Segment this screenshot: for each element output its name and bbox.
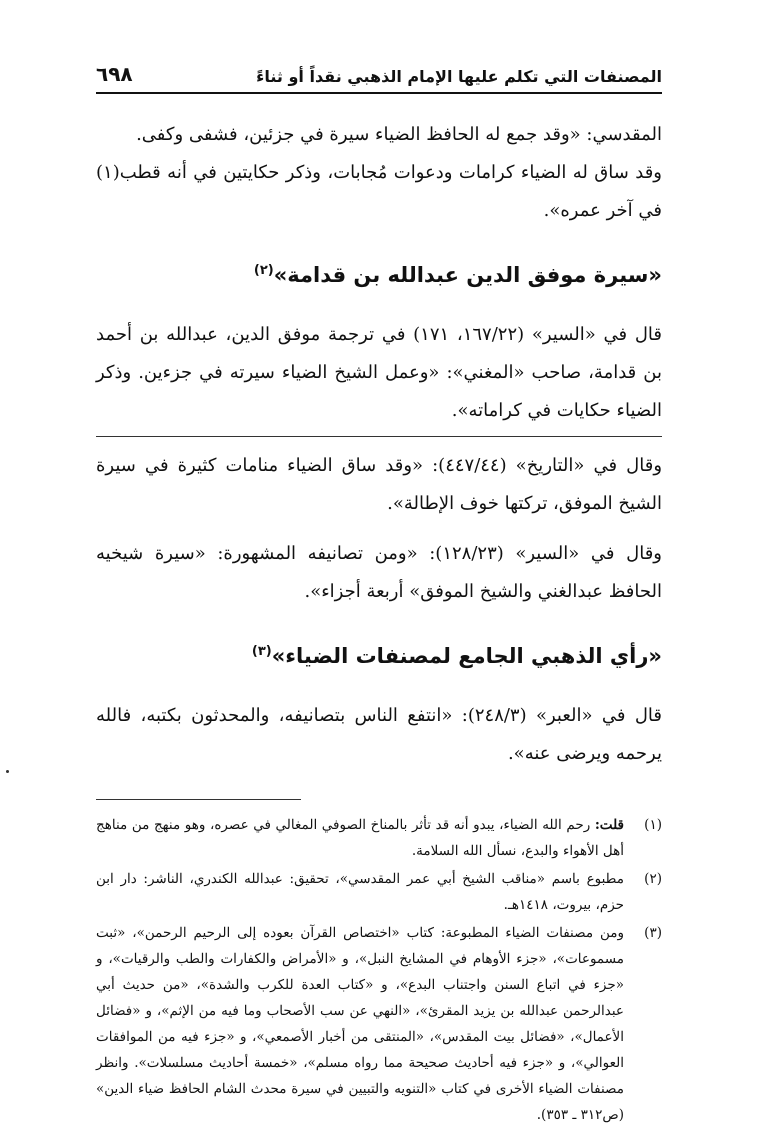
section-1-paragraph: وقال في «السير» (١٢٨/٢٣): «ومن تصانيفه المشهورة: «سيرة شيخيه الحافظ عبدالغني والشيخ الموفق» أربعة أجزاء». — [96, 543, 662, 602]
page-header — [96, 58, 662, 86]
footnote-text — [96, 812, 624, 864]
section-heading-2-note: (٣) — [251, 644, 272, 659]
section-heading-1 — [96, 252, 662, 294]
running-title: المصنفات التي تكلم عليها الإمام الذهبي نقداً أو ثناءً — [256, 67, 662, 86]
header-rule — [96, 92, 662, 94]
section-2-paragraph: قال في «العبر» (٢٤٨/٣): «انتفع الناس بتصانيفه، والمحدثون بكتبه، فالله يرحمه ويرضى عنه». — [96, 705, 662, 764]
footnote — [96, 920, 662, 1128]
footnote-text — [96, 920, 624, 1128]
section-heading-1-text: «سيرة موفق الدين عبدالله بن قدامة» — [273, 263, 662, 287]
footnote-body: رحم الله الضياء، يبدو أنه قد تأثر بالمناخ الصوفي المغالي في عصره، وهو منهج من مناهج أهل الأهواء والبدع، نسأل الله السلامة. — [96, 817, 624, 859]
footnote-number: (٢) — [644, 871, 662, 887]
section-1-paragraph: قال في «السير» (١٦٧/٢٢، ١٧١) في ترجمة موفق الدين، عبدالله بن أحمد بن قدامة، صاحب «المغني»: «وعمل الشيخ الضياء سيرته في جزءين. وذكر الضياء حكايات في كراماته». — [96, 324, 662, 421]
footnote-lead: قلت: — [594, 817, 624, 833]
footnote-body: مطبوع باسم «مناقب الشيخ أبي عمر المقدسي»، تحقيق: عبدالله الكندري، الناشر: دار ابن حزم، بيروت، ١٤١٨هـ. — [96, 871, 624, 913]
footnote-number: (٣) — [644, 925, 662, 941]
footnote-number: (١) — [644, 817, 662, 833]
paragraph-divider — [96, 430, 662, 447]
section-heading-2-text: «رأي الذهبي الجامع لمصنفات الضياء» — [271, 644, 662, 668]
intro-paragraph: وقد ساق له الضياء كرامات ودعوات مُجابات، وذكر حكايتين في أنه قطب(١) في آخر عمره». — [96, 162, 662, 221]
footnote-separator — [96, 799, 662, 800]
footnotes — [96, 812, 662, 1128]
main-text — [96, 116, 662, 773]
intro-line-1: المقدسي: «وقد جمع له الحافظ الضياء سيرة في جزئين، فشفى وكفى. — [136, 124, 662, 145]
footnote-text — [96, 866, 624, 918]
footnote — [96, 866, 662, 918]
section-1-paragraph: وقال في «التاريخ» (٤٤٧/٤٤): «وقد ساق الضياء منامات كثيرة في سيرة الشيخ الموفق، تركتها خوف الإطالة». — [96, 455, 663, 514]
footnote — [96, 812, 662, 864]
scan-speck — [6, 770, 9, 773]
section-heading-1-note: (٢) — [253, 263, 274, 278]
page-number: ٦٩٨ — [96, 62, 133, 86]
footnote-body: ومن مصنفات الضياء المطبوعة: كتاب «اختصاص القرآن بعوده إلى الرحيم الرحمن»، «ثبت مسموعات»، «جزء الأوهام في المشايخ النبل»، و «الأمراض والكفارات والطب والرقيات»، و «جزء في اتباع السنن واجتناب البدع»، و «كتاب العدة للكرب والشدة»، «من حديث أبي عبدالرحمن عبدالله بن يزيد المقرئ»، «النهي عن سب الأصحاب وما فيه من الإثم»، و «فضائل الأعمال»، «فضائل بيت المقدس»، «المنتقى من أخبار الأصمعي»، و «جزء فيه من الموافقات العوالي»، و «جزء فيه أحاديث صحيحة مما رواه مسلم»، «خمسة أحاديث مسلسلات». وانظر مصنفات الضياء الأخرى في كتاب «التنويه والتبيين في سيرة محدث الشام الحافظ ضياء الدين» (ص٣١٢ ـ ٣٥٣). — [96, 925, 624, 1123]
section-heading-2 — [96, 633, 662, 675]
